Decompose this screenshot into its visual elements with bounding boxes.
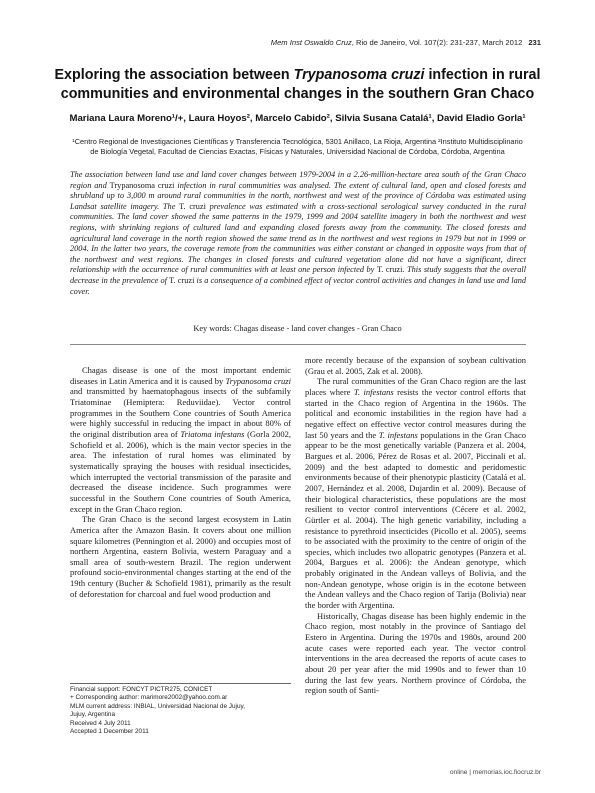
title-line1-end: infection in rural — [424, 67, 541, 83]
body-text: more recently because of the expansion of soybean cultivation (Grau et al. 2005, Zak et al. 2008). — [305, 355, 526, 376]
body-text: The Gran Chaco is the second largest ecosystem in Latin America after the Amazon Basin. It covers about one million square kilometres (Pennington et al. 2000) and occupies most of northern Argentina, eastern Bolivia, western Paraguay and a small area of south-western Brazil. The region underwent profound socio-environmental changes starting at the end of the 19th century (Bucher & Schofield 1981), primarily as the result of deforestation for charcoal and fuel wood production and — [70, 514, 291, 599]
abstract-species: T. cruzi — [376, 265, 403, 275]
body-column-left — [70, 365, 291, 599]
footnote-corresponding-author: + Corresponding author: marimore2002@yahoo.com.ar — [70, 694, 228, 702]
footnote-support: Financial support: FONCYT PICTR275, CONICET — [70, 686, 213, 693]
body-paragraph — [70, 514, 291, 599]
title-line2: communities and environmental changes in the southern Gran Chaco — [60, 86, 535, 102]
journal-citation: , Rio de Janeiro, Vol. 107(2): 231-237, March 2012 — [351, 38, 523, 47]
footnotes — [70, 686, 291, 736]
body-paragraph — [70, 365, 291, 514]
species-name: T. infestans — [378, 429, 418, 440]
abstract-species: T. cruzi — [169, 275, 195, 285]
body-column-right — [305, 355, 526, 696]
running-head — [271, 38, 541, 47]
section-divider — [70, 344, 526, 345]
abstract-species: T. cruzi — [179, 201, 206, 211]
abstract — [70, 170, 526, 297]
page-number: 231 — [528, 38, 541, 47]
page-footer: online | memorias.ioc.fiocruz.br — [449, 769, 541, 776]
abstract-text: is a consequence of a combined effect of vector control activities and changes in land use and land cover. — [70, 275, 527, 296]
body-paragraph — [305, 611, 526, 696]
footnote-current-address: MLM current address: INBIAL, Universidad Nacional de Jujuy, — [70, 702, 245, 710]
species-name: T. infestans — [353, 386, 394, 397]
footnote-divider — [70, 683, 291, 684]
footnote-received: Received 4 July 2011 — [70, 719, 131, 727]
abstract-text: The association between land use and land cover changes between 1979-2004 in a 2.26-million-hectare area south of the Gran Chaco region and — [70, 170, 526, 190]
species-name: Triatoma infestans — [180, 428, 245, 439]
abstract-text: . This study suggests that the overall decrease in the prevalence of — [70, 265, 527, 285]
title-line1-start: Exploring the association between — [54, 67, 294, 83]
body-text: resists the vector control efforts that started in the Chaco region of Argentina in the 1960s. The political and economic instabilities in the region have had a negative effect on effective vector control measures during the last 50 years and the — [305, 386, 526, 440]
journal-name: Mem Inst Oswaldo Cruz — [270, 38, 352, 47]
abstract-text: prevalence was estimated with a cross-sectional serological survey conducted in the rural communities. The land cover showed the same patterns in the 1979, 1999 and 2004 satellite imagery in both the northwest and west regions, with shrinking regions of cultured land and expanding closed forests away from the community. The closed forests and agricultural land coverage in the north region showed the same trend as in the northwest and west regions in 1979 but not in 1999 or 2004. In the latter two years, the coverage remote from the communities was either constant or changed in opposite ways from that of the northwest and west regions. The changes in closed forests and cultured vegetation alone did not have a significant, direct relationship with the occurrence of rural communities with at least one person infected by — [70, 201, 526, 275]
species-name: Trypanosoma cruzi — [225, 375, 291, 386]
article-title — [40, 66, 555, 104]
body-text: Chagas disease is one of the most important endemic diseases in Latin America and it is caused by — [70, 365, 291, 386]
title-species: Trypanosoma cruzi — [293, 67, 425, 83]
body-text: populations in the Gran Chaco appear to be the most genetically variable (Panzera et al. 2004, Bargues et al. 2006, Pérez de Rosas et al. 2007, Piccinali et al. 2009) and the best adapted to domestic and peridomestic environments because of their phenotypic plasticity (Catalá et al. 2007, Hernández et al. 2008, Dujardin et al. 2009). Because of their biological characteristics, these populations are the most resilient to vector control interventions (Cécere et al. 2002, Gürtler et al. 2004). The high genetic variability, including a resistance to pyrethroid insecticides (Picollo et al. 2005), seems to be associated with the proximity to the centre of origin of the species, which includes two allopatric genotypes (Panzera et al. 2004, Bargues et al. 2006): the Andean genotype, which probably originated in the Andean valleys of Bolivia, and the non-Andean genotype, whose origin is in the ecotone between the Andean valleys and the Chaco region of Tarija (Bolivia) near the border with Argentina. — [305, 429, 526, 611]
body-text: and transmitted by haematophagous insects of the subfamily Triatominae (Hemiptera: Reduviidae). Vector control programmes in the Southern Cone countries of South America were highly successful in reducing the impact in about 80% of the original distribution area of — [70, 386, 291, 439]
footnote-accepted: Accepted 1 December 2011 — [70, 728, 149, 736]
body-text: Historically, Chagas disease has been highly endemic in the Chaco region, most notably in the province of Santiago del Estero in Argentina. During the 1970s and 1980s, around 200 acute cases were reported each year. The vector control interventions in the area decreased the reports of acute cases to about 20 per year after the mid 1990s and to fewer than 10 during the last few years. Northern province of Córdoba, the region south of Santi- — [305, 610, 526, 696]
affiliation-line-2: de Biología Vegetal, Facultad de Ciencias Exactas, Físicas y Naturales, Universidad Nacional de Córdoba, Córdoba, Argentina — [90, 147, 505, 156]
abstract-text: infection in rural communities was analysed. The extent of cultural land, open and closed forests and shrubland up to 3,000 m around rural communities in the north, northwest and west of the province of Córdoba was estimated using Landsat satellite imagery. The — [70, 180, 526, 211]
affiliation-line-1: ¹Centro Regional de Investigaciones Científicas y Transferencia Tecnológica, 5301 Anillaco, La Rioja, Argentina ²Instituto Multidisciplinario — [72, 137, 523, 146]
body-paragraph — [305, 355, 526, 376]
body-text: The rural communities of the Gran Chaco region are the last places where — [305, 376, 526, 397]
body-text: (Gorla 2002, Schofield et al. 2006), which is the main vector species in the area. The infestation of rural homes was eliminated by systematically spraying the houses with residual insecticides, which interrupted the vectorial transmission of the parasite and decreased the disease incidence. Such programmes were successful in the Southern Cone countries of South America, except in the Gran Chaco region. — [70, 428, 292, 514]
footnote-current-address-cont: Jujuy, Argentina — [70, 711, 115, 719]
body-paragraph — [305, 376, 526, 610]
abstract-species: Trypanosoma cruzi — [109, 180, 175, 190]
affiliations — [60, 137, 535, 157]
author-list: Mariana Laura Moreno¹/+, Laura Hoyos², Marcelo Cabido², Silvia Susana Catalá¹, David Eladio Gorla¹ — [69, 113, 526, 124]
keywords: Key words: Chagas disease - land cover changes - Gran Chaco — [193, 324, 402, 333]
